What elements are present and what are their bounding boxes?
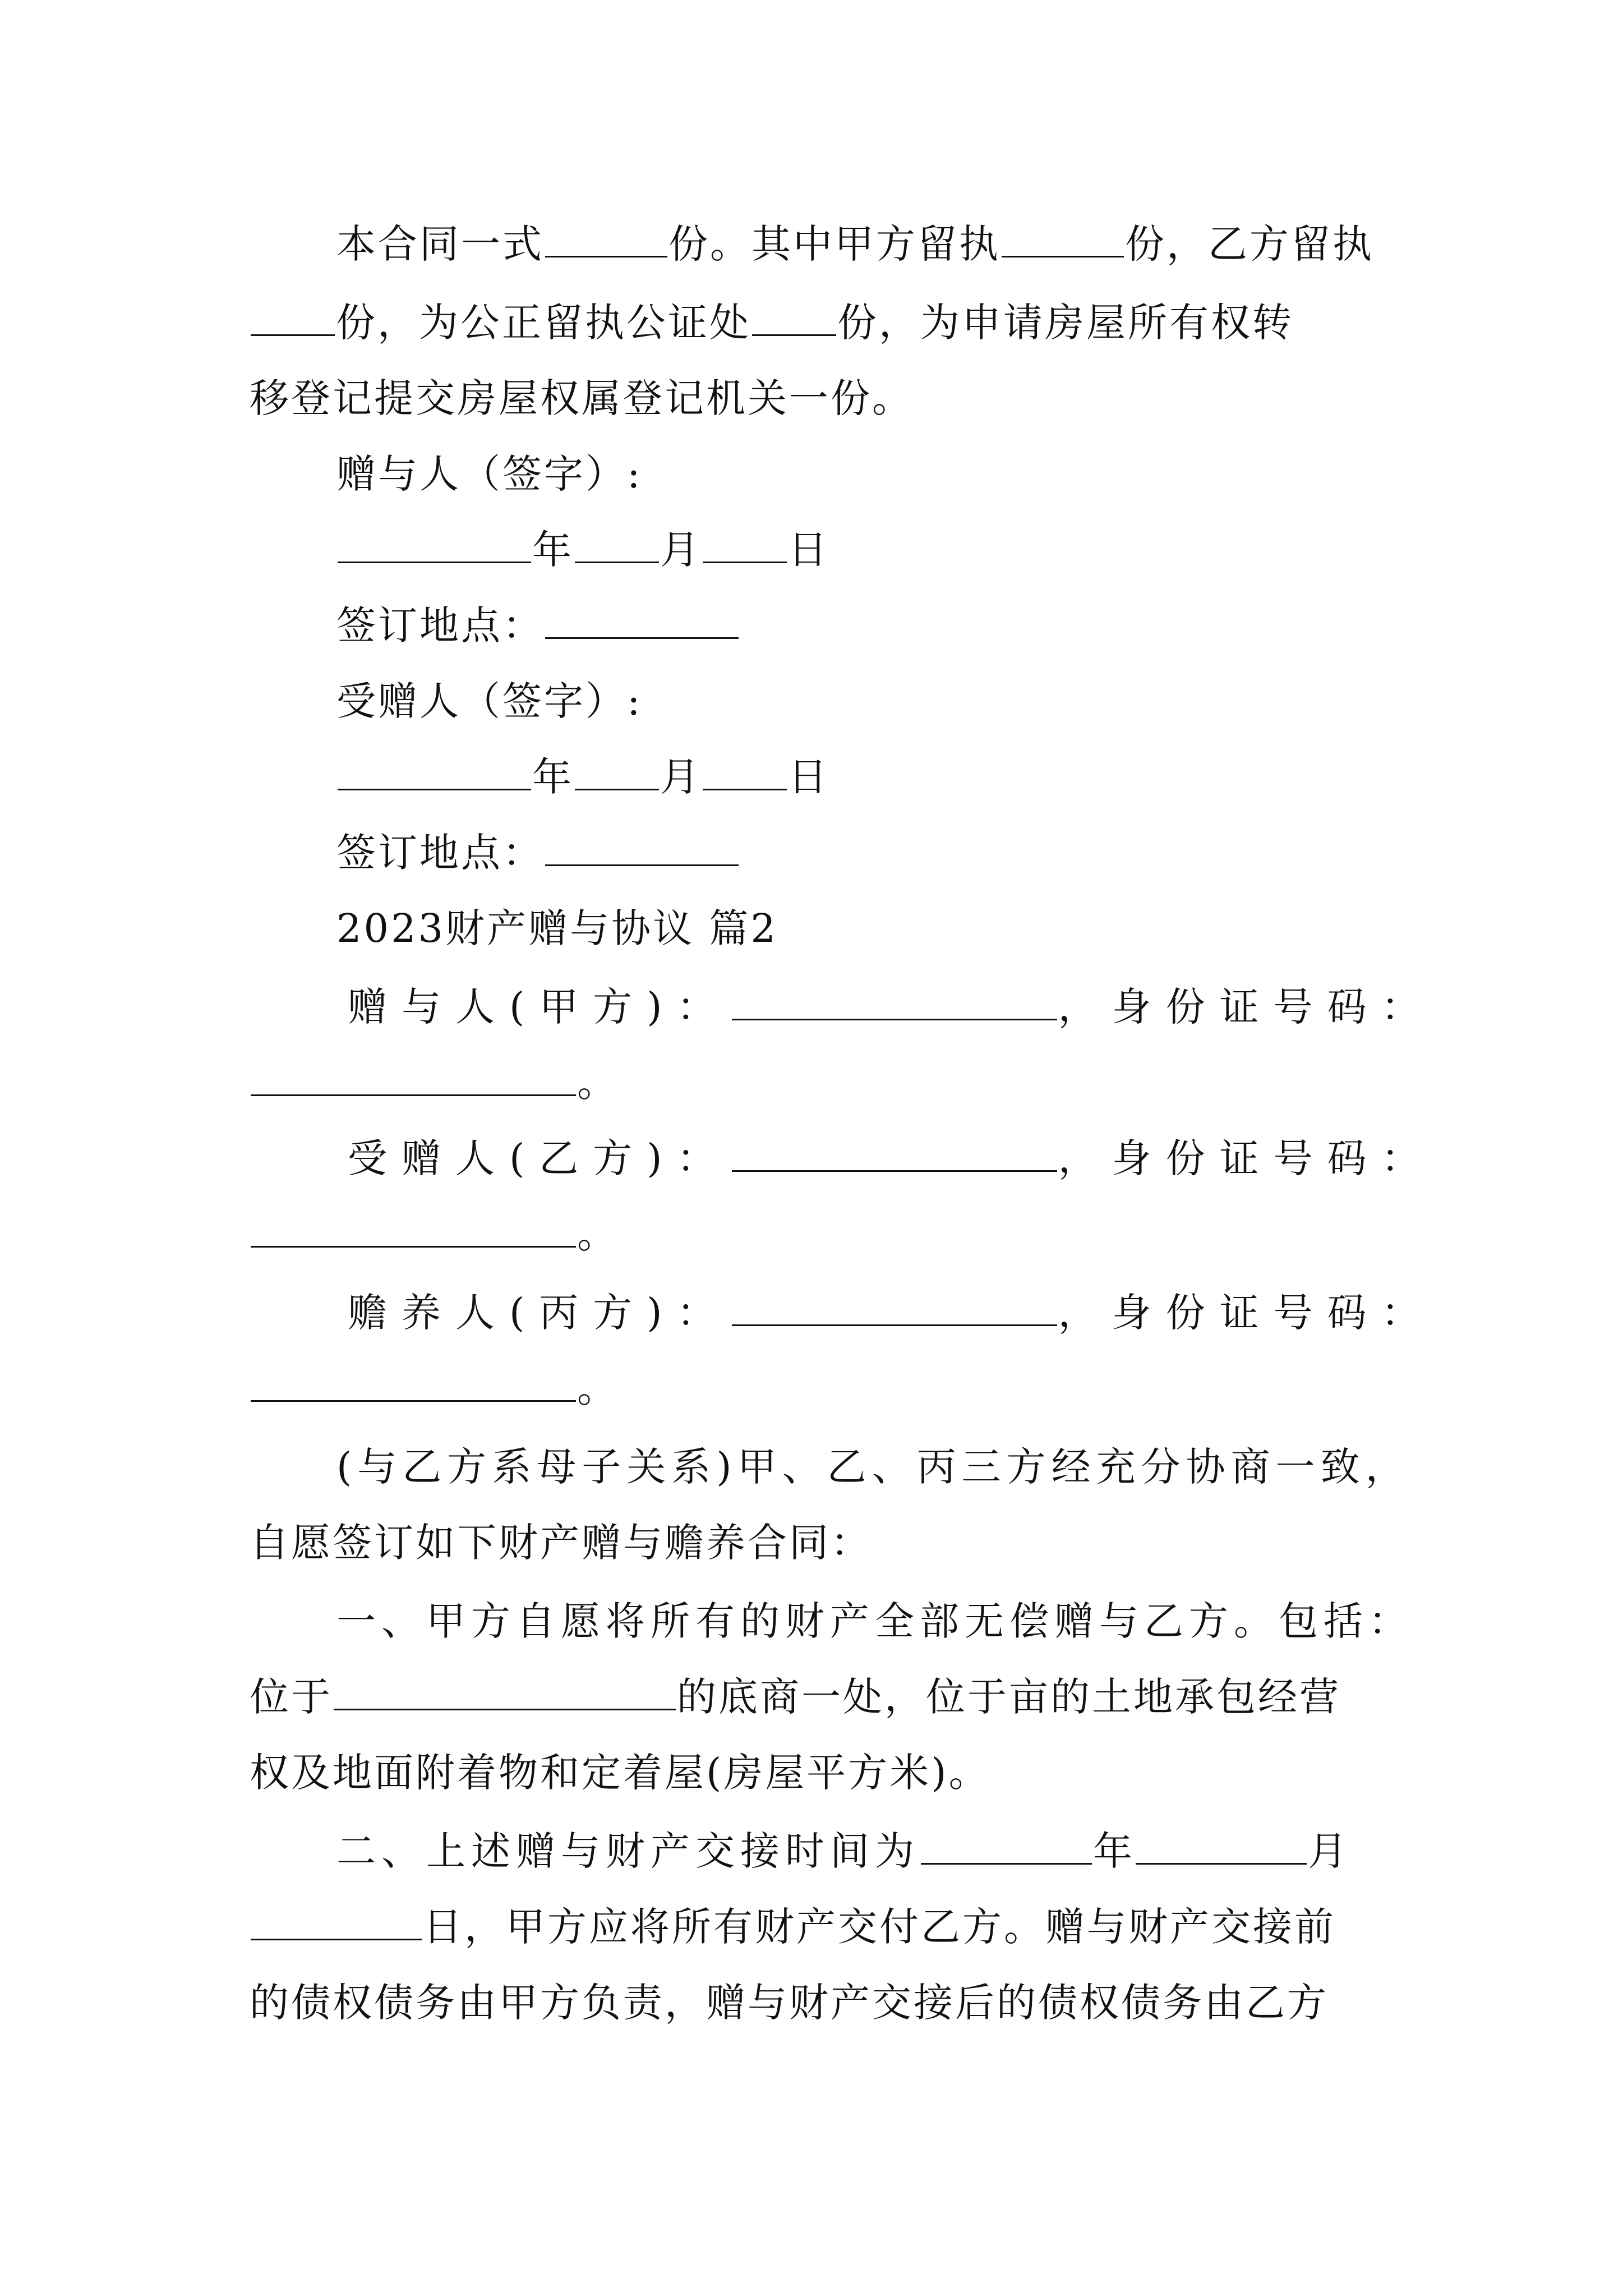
donor-sign-label: 赠与人（签字）: — [336, 451, 643, 497]
clause1-line-3: 权及地面附着物和定着屋(房屋平方米)。 — [250, 1750, 990, 1796]
blank-field[interactable] — [1002, 221, 1124, 257]
clause2-line-1: 二、上述赠与财产交接时间为 年 月 — [336, 1828, 1349, 1874]
donor-sign-place: 签订地点： — [336, 597, 740, 654]
month-blank[interactable] — [1136, 1828, 1307, 1865]
id-blank[interactable] — [251, 1365, 576, 1402]
donee-sign-place: 签订地点： — [336, 825, 740, 881]
place-blank[interactable] — [545, 830, 739, 866]
name-blank[interactable] — [732, 1135, 1057, 1172]
id-blank[interactable] — [251, 1060, 576, 1096]
copies-line-1: 本合同一式 份。其中甲方留执 份，乙方留执 — [336, 221, 1374, 267]
blank-field[interactable] — [251, 300, 335, 336]
location-blank[interactable] — [334, 1674, 676, 1710]
blank-field[interactable] — [545, 221, 667, 257]
party-supporter-id: 。 — [250, 1360, 619, 1416]
year-blank[interactable] — [921, 1828, 1092, 1865]
blank-field[interactable] — [752, 300, 836, 336]
copies-line-2: 份，为公正留执公证处 份，为申请房屋所有权转 — [250, 295, 1294, 351]
party-supporter: 赡养人(丙方)： ，身份证号码： — [348, 1290, 1435, 1336]
day-blank[interactable] — [703, 754, 787, 790]
month-blank[interactable] — [575, 527, 659, 563]
copies-line-3: 移登记提交房屋权属登记机关一份。 — [250, 375, 914, 421]
name-blank[interactable] — [732, 984, 1057, 1020]
clause2-line-3: 的债权债务由甲方负责，赠与财产交接后的债权债务由乙方 — [250, 1980, 1329, 2026]
party-donor: 赠与人(甲方)： ，身份证号码： — [348, 984, 1435, 1030]
day-blank[interactable] — [703, 527, 787, 563]
clause2-line-2: 日，甲方应将所有财产交付乙方。赠与财产交接前 — [250, 1899, 1336, 1955]
party-donor-id: 。 — [250, 1055, 619, 1111]
party-donee-id: 。 — [250, 1206, 619, 1262]
party-donee: 受赠人(乙方)： ，身份证号码： — [348, 1135, 1435, 1181]
day-blank[interactable] — [251, 1904, 422, 1940]
clause1-line-1: 一、甲方自愿将所有的财产全部无偿赠与乙方。包括： — [336, 1598, 1413, 1644]
donee-sign-date: 年 月 日 — [336, 749, 829, 805]
month-blank[interactable] — [575, 754, 659, 790]
id-blank[interactable] — [251, 1211, 576, 1248]
year-blank[interactable] — [338, 754, 531, 790]
name-blank[interactable] — [732, 1290, 1057, 1326]
clause1-line-2: 位于 的底商一处，位于亩的土地承包经营 — [250, 1674, 1341, 1720]
place-blank[interactable] — [545, 602, 739, 639]
year-blank[interactable] — [338, 527, 531, 563]
donor-sign-date: 年 月 日 — [336, 522, 829, 578]
section-title: 2023财产赠与协议 篇2 — [336, 905, 778, 951]
intro-line-1: (与乙方系母子关系)甲、乙、丙三方经充分协商一致， — [336, 1444, 1410, 1490]
intro-line-2: 自愿签订如下财产赠与赡养合同： — [250, 1520, 872, 1566]
donee-sign-label: 受赠人（签字）: — [336, 678, 643, 724]
